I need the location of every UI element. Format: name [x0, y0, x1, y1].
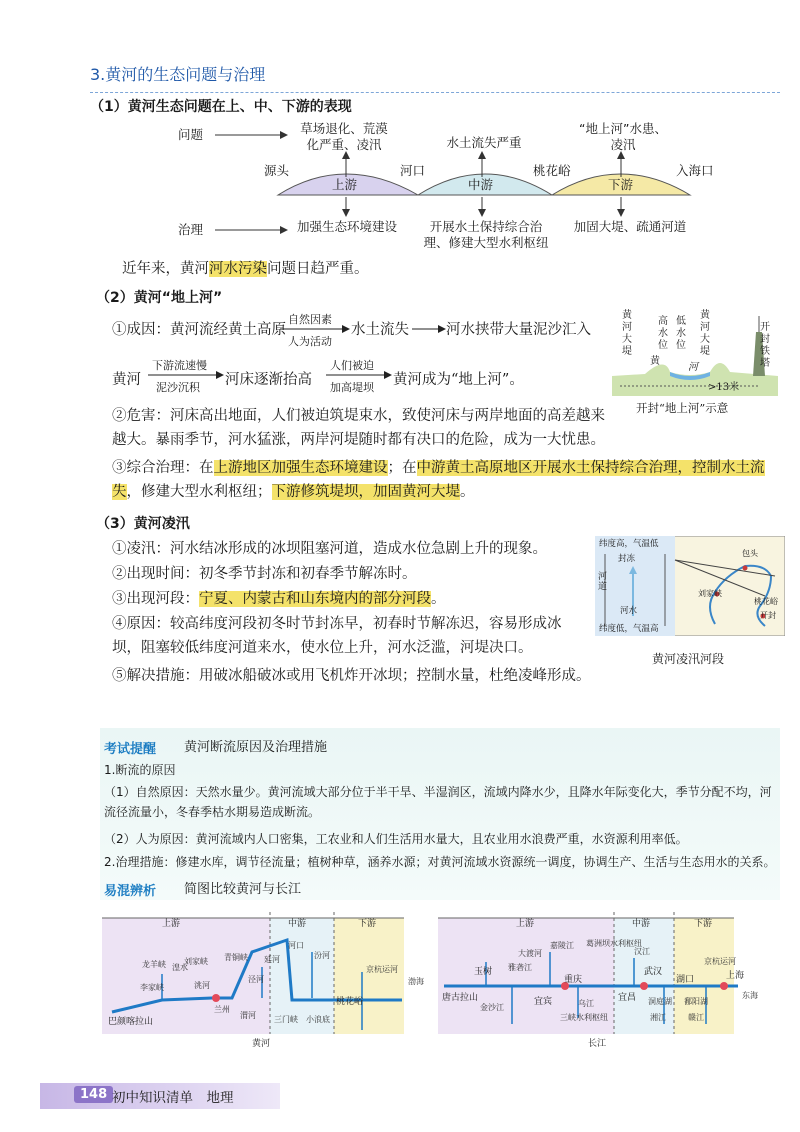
hh-lower: 下游	[358, 919, 377, 929]
fig-low-water: 低水位	[676, 316, 686, 351]
ice-def: ①凌汛：河水结冰形成的冰坝阻塞河道，造成水位急剧上升的现象。	[112, 541, 547, 557]
ice-section-end: 。	[431, 591, 446, 607]
hh-upper: 上游	[162, 919, 181, 929]
hh-place-13: 渤海	[408, 977, 424, 986]
gov-mid-2: ，修建大型水利枢纽；	[126, 484, 272, 500]
cj-place-10: 宜昌	[618, 993, 637, 1003]
tip-p2: （2）人为原因：黄河流域内人口密集，工农业和人们生活用水量大，且农业用水浪费严重，水资源利用率低。	[104, 832, 688, 846]
cj-place-16: 鄱阳湖	[684, 997, 708, 1006]
cj-place-3: 雅砻江	[508, 963, 532, 972]
label-source: 源头	[264, 163, 290, 178]
cause-arrow-bottom-3: 加高堤坝	[330, 381, 374, 394]
cj-place-15: 湖口	[676, 975, 695, 985]
ice-fig-baotou: 包头	[742, 549, 758, 558]
cj-place-5: 宜宾	[534, 997, 553, 1007]
hh-place-7: 汾河	[314, 951, 330, 960]
ice-fig-liujiaxia: 刘家峡	[698, 589, 722, 598]
tip-h2: 2.治理措施：修建水库，调节径流量；植树种草，涵养水源；对黄河流域水资源统一调度，协调生产、生活与生态用水的关系。	[104, 855, 776, 869]
gov-highlight-3: 下游修筑堤坝，加固黄河大堤	[271, 484, 460, 500]
hh-place-11: 桃花峪	[336, 997, 364, 1007]
hh-place-9: 三门峡	[274, 1015, 298, 1024]
cj-place-11: 汉江	[634, 947, 650, 956]
ice-fig-bottom: 纬度低，气温高	[599, 624, 659, 634]
hh-place-14: 延河	[264, 955, 280, 964]
cause-arrow-top-2: 下游流速慢	[152, 359, 207, 372]
fig-tower: 开封铁塔	[760, 322, 770, 369]
fig-he: 河	[688, 362, 698, 373]
row-label-problem: 问题	[178, 127, 204, 142]
footer-title: 初中知识清单 地理	[112, 1090, 234, 1106]
cause-c: 河水挟带大量泥沙汇入	[446, 322, 591, 338]
hh-middle: 中游	[288, 919, 307, 929]
cj-source: 唐古拉山	[442, 993, 479, 1003]
cj-place-18: 京杭运河	[704, 957, 736, 966]
cj-name: 长江	[588, 1039, 607, 1049]
section-title: 3.黄河的生态问题与治理	[90, 65, 266, 84]
cj-place-4: 嘉陵江	[550, 941, 574, 950]
cj-place-9: 三峡水利枢纽	[560, 1013, 608, 1022]
cause-e: 河床逐渐抬高	[225, 372, 312, 388]
ice-measure: ⑤解决措施：用破冰船破冰或用飞机炸开冰坝；控制水量，杜绝凌峰形成。	[112, 668, 591, 684]
ice-section	[112, 587, 588, 611]
cj-place-0: 玉树	[474, 967, 493, 977]
cause-a: ①成因：黄河流经黄土高原	[112, 322, 286, 338]
tip-title: 黄河断流原因及治理措施	[184, 740, 328, 755]
changjiang-schematic	[438, 912, 780, 1052]
label-sea: 入海口	[676, 163, 714, 178]
upper-governance: 加强生态环境建设	[296, 219, 397, 234]
part2-heading: （2）黄河“地上河”	[96, 290, 223, 306]
page-number: 148	[74, 1086, 113, 1103]
ice-fig-top: 纬度高，气温低	[599, 539, 659, 549]
hh-place-4: 湟水	[172, 963, 188, 972]
lower-problem: “地上河”水患、凌汛	[579, 121, 667, 152]
tip-tag	[104, 738, 156, 757]
gov-mid: ；在	[387, 460, 417, 476]
ice-fig-freeze: 封冻	[618, 554, 636, 564]
hh-place-2: 青铜峡	[224, 953, 248, 962]
fig-huang: 黄	[650, 356, 660, 367]
upper-problem: 草场退化、荒漠化严重、凌汛	[300, 121, 388, 152]
hh-place-10: 小浪底	[306, 1015, 330, 1024]
middle-problem: 水土流失严重	[446, 135, 522, 150]
cause-arrow-bottom-1: 人为活动	[288, 335, 332, 348]
hh-place-8: 渭河	[240, 1011, 256, 1020]
gov-pre: ③综合治理：在	[112, 460, 214, 476]
pollution-highlight: 河水污染	[209, 261, 267, 277]
cause-line-1	[112, 318, 286, 342]
governance-text	[112, 456, 782, 504]
fig-dike-right: 黄河大堤	[700, 310, 710, 357]
ice-time: ②出现时间：初冬季节封冻和初春季节解冻时。	[112, 566, 417, 582]
label-taohuayu: 桃花峪	[533, 163, 571, 178]
fig-dike-left: 黄河大堤	[622, 310, 632, 357]
gov-highlight-2: 中游黄土高原地区开展水土保持综合治理，控制水土流失	[112, 460, 765, 500]
cj-place-19: 上海	[726, 971, 745, 981]
arrow-3	[148, 370, 224, 380]
ice-reason: ④原因：较高纬度河段初冬时节封冻早，初春时节解冻迟，容易形成冰坝，阻塞较低纬度河道来水，使水位上升，河水泛滥，河堤决口。	[112, 616, 562, 656]
cj-upper: 上游	[516, 919, 535, 929]
ice-fig-river: 河道	[598, 572, 608, 592]
cj-place-17: 赣江	[688, 1013, 704, 1022]
cause-b: 水土流失	[351, 322, 409, 338]
label-hekou: 河口	[400, 163, 426, 178]
ice-section-highlight: 宁夏、内蒙古和山东境内的部分河段	[199, 591, 431, 607]
arc-upper: 上游	[332, 177, 358, 192]
part1-heading: （1）黄河生态问题在上、中、下游的表现	[90, 99, 352, 115]
tip-tag-text: 考试提醒	[104, 742, 157, 757]
ice-fig-taohuayu: 桃花峪	[754, 597, 778, 606]
cj-place-20: 东海	[742, 991, 758, 1000]
cause-f: 黄河成为“地上河”。	[393, 372, 524, 388]
ice-fig-water: 河水	[620, 606, 638, 616]
hh-place-15: 泾河	[248, 975, 264, 984]
ice-fig-kaifeng: 开封	[760, 611, 776, 620]
hh-place-6: 河口	[288, 941, 304, 950]
cj-place-2: 大渡河	[518, 949, 542, 958]
fig-kaifeng-caption: 开封“地上河”示意	[636, 401, 729, 415]
cj-middle: 中游	[632, 919, 651, 929]
cause-arrow-bottom-2: 泥沙沉积	[156, 381, 200, 394]
arc-middle: 中游	[468, 177, 494, 192]
cj-place-12: 武汉	[644, 967, 663, 977]
row-label-governance: 治理	[178, 222, 204, 237]
pollution-note	[122, 257, 369, 281]
hh-place-1: 刘家峡	[184, 957, 208, 966]
ice-section-pre: ③出现河段：	[112, 591, 199, 607]
arrow-1	[280, 324, 350, 334]
gov-end: 。	[460, 484, 475, 500]
fig-high-water: 高水位	[658, 316, 668, 351]
pollution-pre: 近年来，黄河	[122, 261, 209, 277]
compare-title: 简图比较黄河与长江	[184, 882, 302, 897]
cj-place-14: 湘江	[650, 1013, 666, 1022]
tip-h1: 1.断流的原因	[104, 763, 176, 777]
ice-fig-caption: 黄河凌汛河段	[652, 652, 725, 666]
hh-place-5: 洮河	[194, 981, 210, 990]
hh-place-12: 京杭运河	[366, 965, 398, 974]
gov-highlight-1: 上游地区加强生态环境建设	[213, 460, 388, 476]
cj-place-6: 重庆	[564, 975, 583, 985]
cause-d: 黄河	[112, 372, 141, 388]
arrow-4	[326, 370, 392, 380]
lower-governance: 加固大堤、疏通河道	[573, 219, 687, 234]
hh-name: 黄河	[252, 1039, 271, 1049]
arrow-2	[412, 324, 446, 334]
arc-lower: 下游	[608, 177, 634, 192]
cj-place-7: 乌江	[578, 999, 594, 1008]
part3-heading: （3）黄河凌汛	[96, 516, 190, 532]
cj-place-13: 洞庭湖	[648, 997, 672, 1006]
cause-arrow-top-1: 自然因素	[288, 313, 332, 326]
pollution-post: 问题日趋严重。	[267, 261, 369, 277]
hh-place-0: 龙羊峡	[142, 960, 166, 969]
compare-tag: 易混辨析	[104, 884, 157, 899]
cj-place-1: 金沙江	[480, 1003, 504, 1012]
huanghe-schematic	[102, 912, 432, 1052]
middle-governance: 开展水土保持综合治理、修建大型水利枢纽	[423, 219, 549, 250]
cause-arrow-top-3: 人们被迫	[330, 359, 374, 372]
cj-lower: 下游	[694, 919, 713, 929]
fig-height: >13米	[708, 382, 740, 393]
section-divider	[90, 92, 780, 93]
hh-place-16: 李家峡	[140, 983, 164, 992]
hh-place-3: 兰州	[214, 1005, 230, 1014]
harm-text: ②危害：河床高出地面，人们被迫筑堤束水，致使河床与两岸地面的高差越来越大。暴雨季节，河水猛涨，两岸河堤随时都有决口的危险，成为一大忧患。	[112, 408, 605, 448]
hh-source: 巴颜喀拉山	[108, 1017, 154, 1027]
cj-place-8: 葛洲坝水利枢纽	[586, 939, 642, 948]
tip-p1: （1）自然原因：天然水量少。黄河流域大部分位于半干旱、半湿润区，流域内降水少，且降水年际变化大，季节分配不均，河流径流量小，冬春季枯水期易造成断流。	[104, 785, 772, 819]
